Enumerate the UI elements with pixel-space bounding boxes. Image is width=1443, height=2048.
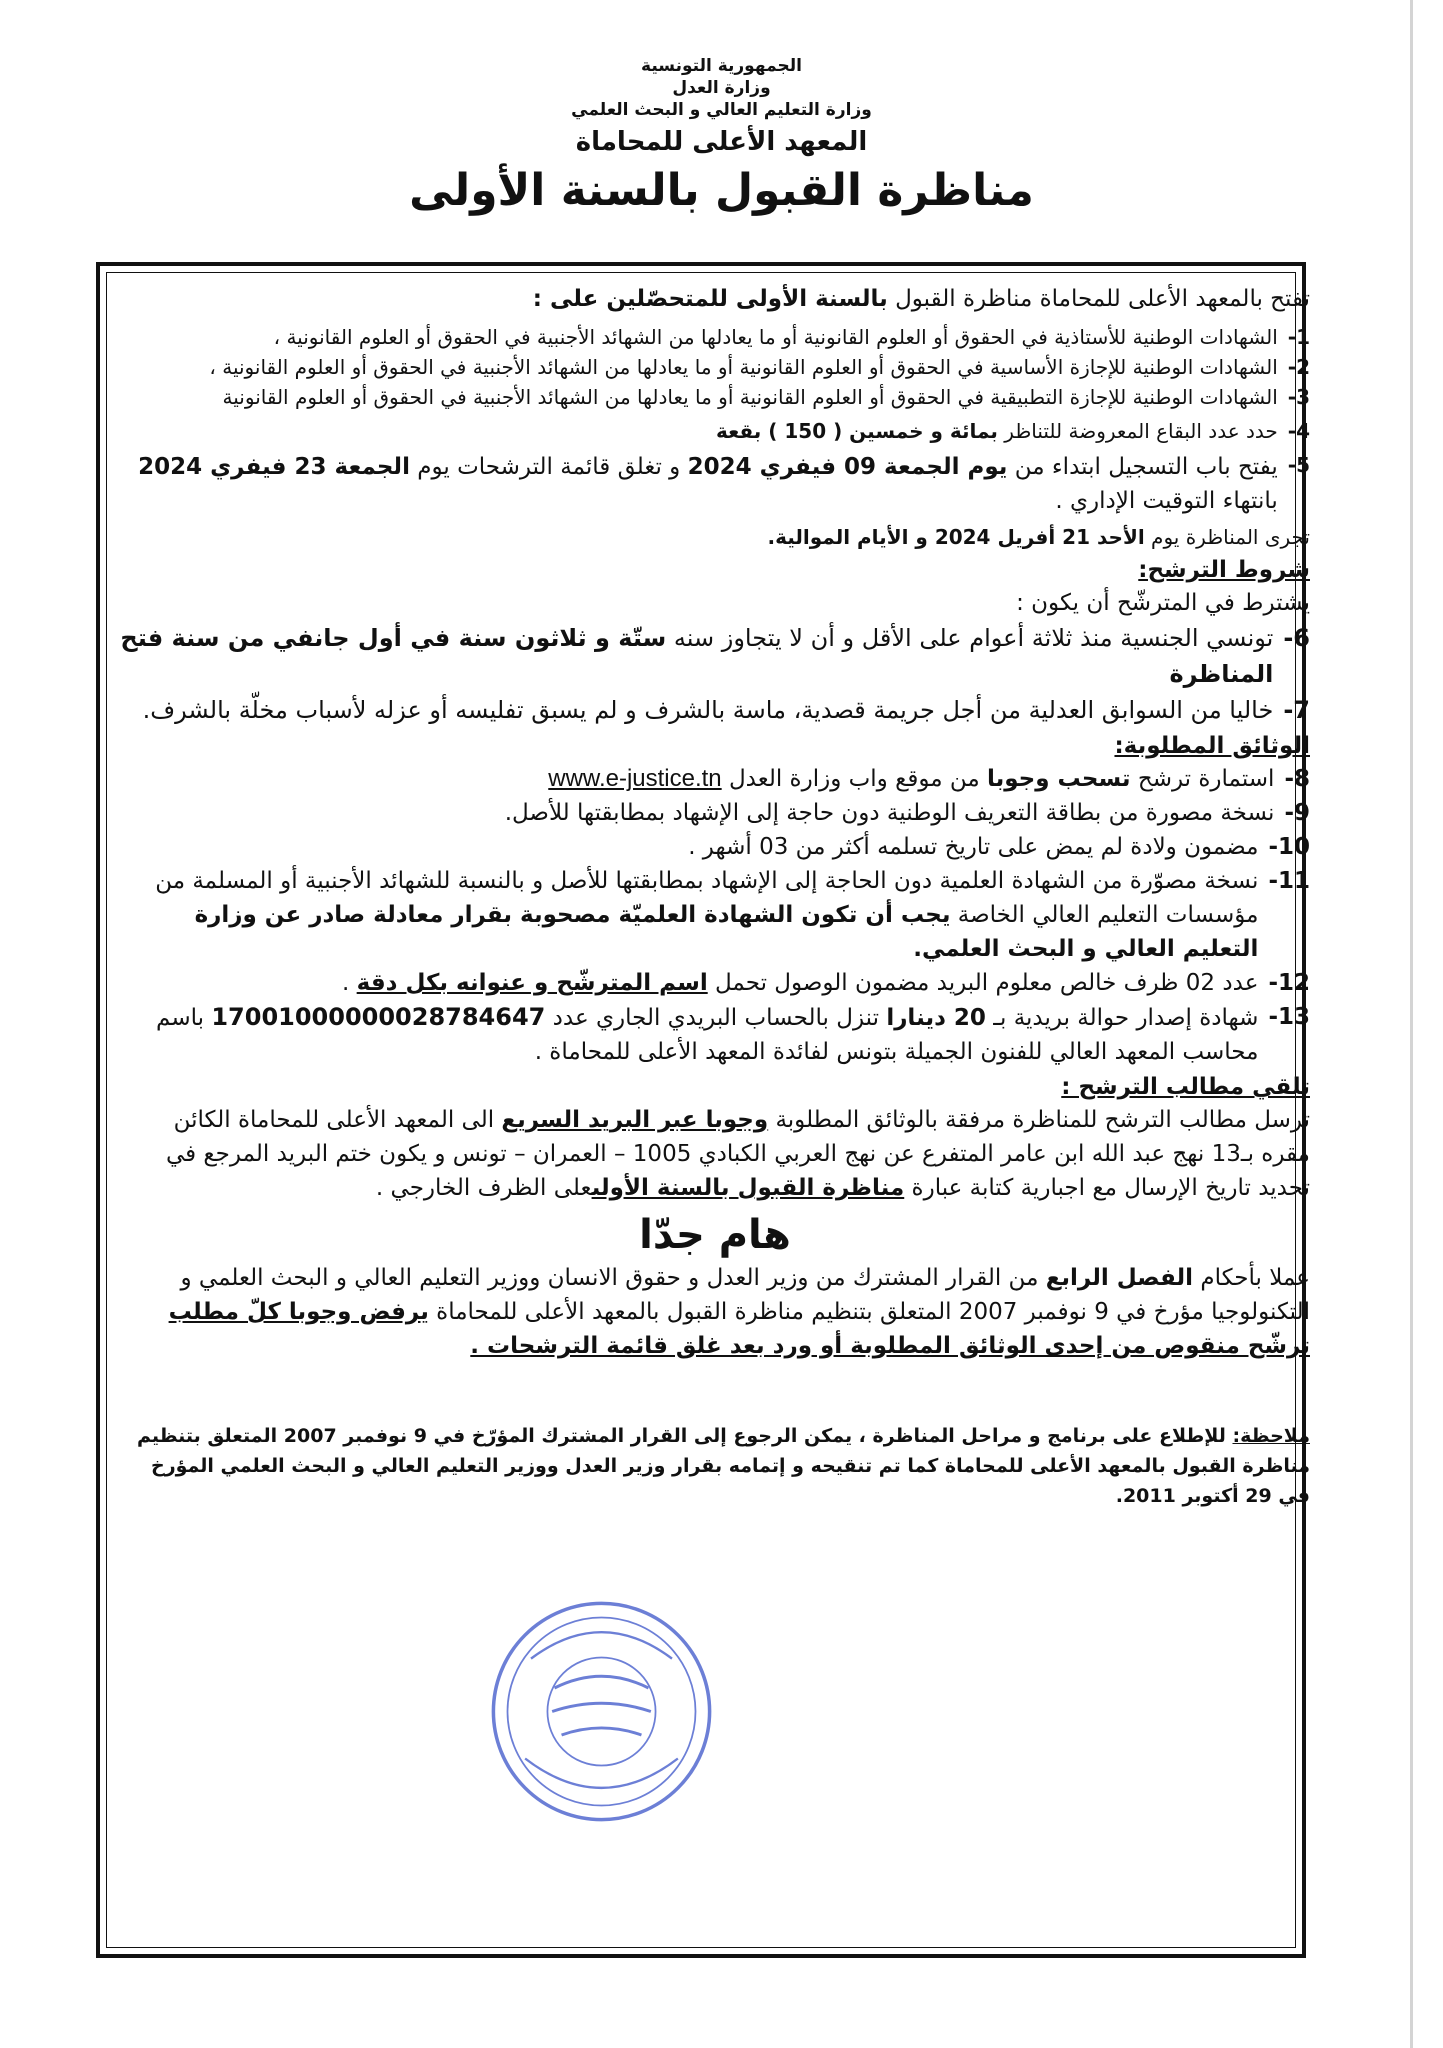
important-title: هام جدّا <box>639 1212 791 1258</box>
seats-count: بمائة و خمسين ( 150 ) بقعة <box>715 419 998 443</box>
item-5-a: يفتح باب التسجيل ابتداء من <box>1007 454 1278 480</box>
item-8-a: استمارة ترشح <box>1130 766 1275 792</box>
submission-c: الى المعهد الأعلى للمحاماة الكائن مقره بـ13 نهج عبد الله ابن عامر المتفرع عن نهج العربي الكبادي 1005 – العمران – تونس و يكون ختم البريد المرجع في تحديد تاريخ الإرسال مع اجبارية كتابة عبارة <box>165 1107 1310 1201</box>
exam-date-prefix: تجرى المناظرة يوم <box>1144 525 1310 549</box>
item-text: خاليا من السوابق العدلية من أجل جريمة قصدية، ماسة بالشرف و لم يسبق تفليسه أو عزله لأسباب مخلّة بالشرف. <box>142 696 1274 724</box>
item-number: 10- <box>1268 834 1310 860</box>
list-item-11 <box>120 864 1310 966</box>
item-number: 5- <box>1287 453 1310 477</box>
header-institution: المعهد الأعلى للمحاماة <box>575 127 868 157</box>
envelope-requirement: اسم المترشّح و عنوانه بكل دقة <box>356 970 708 996</box>
item-8-bold: تسحب وجوبا <box>986 766 1131 792</box>
registration-open-date: يوم الجمعة 09 فيفري 2024 <box>687 454 1008 480</box>
item-6-a: تونسي الجنسية منذ ثلاثة أعوام على الأقل و أن لا يتجاوز سنه <box>666 624 1274 652</box>
important-rejection: يرفض وجوبا كلّ مطلب ترشّح منقوص من إحدى الوثائق المطلوبة أو ورد بعد غلق قائمة الترشحات . <box>168 1299 1310 1359</box>
fee-amount: 20 دينارا <box>886 1005 986 1031</box>
item-text <box>120 966 1258 1000</box>
item-text: الشهادات الوطنية للأستاذية في الحقوق أو العلوم القانونية أو ما يعادلها من الشهائد الأجنبية في الحقوق أو العلوم القانونية ، <box>273 325 1278 349</box>
section-title-submission: تلقي مطالب الترشح : <box>1061 1074 1310 1100</box>
item-12-c: . <box>342 970 357 996</box>
exam-date-line <box>120 522 1310 552</box>
item-13-c: تنزل بالحساب البريدي الجاري عدد <box>552 1005 887 1031</box>
item-number: 1- <box>1287 325 1310 349</box>
item-number: 9- <box>1284 800 1310 826</box>
list-item-9 <box>120 796 1310 830</box>
list-item-3 <box>120 382 1310 412</box>
item-13-d: باسم محاسب المعهد العالي للفنون الجميلة بتونس لفائدة المعهد الأعلى للمحاماة . <box>156 1005 1259 1065</box>
intro-paragraph <box>120 282 1310 316</box>
item-text: مضمون ولادة لم يمض على تاريخ تسلمه أكثر من 03 أشهر . <box>688 834 1259 860</box>
list-item-13 <box>120 1000 1310 1069</box>
note-paragraph <box>120 1421 1310 1511</box>
submission-a: ترسل مطالب الترشح للمناظرة مرفقة بالوثائق المطلوبة <box>768 1107 1310 1133</box>
item-12-a: عدد 02 ظرف خالص معلوم البريد مضمون الوصول تحمل <box>707 970 1259 996</box>
item-number: 8- <box>1284 766 1310 792</box>
item-text <box>120 450 1278 518</box>
age-limit: ستّة و ثلاثون سنة في أول جانفي من سنة فتح المناظرة <box>120 624 1274 688</box>
header-ministry-higher-ed: وزارة التعليم العالي و البحث العلمي <box>571 100 872 120</box>
list-item-2 <box>120 352 1310 382</box>
section-title-conditions: شروط الترشح: <box>1138 557 1310 583</box>
submission-paragraph <box>120 1103 1310 1205</box>
item-number: 12- <box>1268 970 1310 996</box>
list-item-4 <box>120 416 1310 446</box>
intro-text: تفتح بالمعهد الأعلى للمحاماة مناظرة القبول <box>887 286 1310 312</box>
header-ministry-justice: وزارة العدل <box>672 78 771 98</box>
submission-e: على الظرف الخارجي . <box>375 1175 592 1201</box>
conditions-lead: يشترط في المترشّح أن يكون : <box>1016 590 1310 616</box>
item-text: الشهادات الوطنية للإجازة التطبيقية في الحقوق أو العلوم القانونية أو ما يعادلها من الشهائد الأجنبية في الحقوق أو العلوم القانونية <box>222 385 1278 409</box>
submission-envelope-label: مناظرة القبول بالسنة الأولى <box>591 1175 905 1201</box>
submission-express-mail: وجوبا عبر البريد السريع <box>501 1107 769 1133</box>
note-label: ملاحظة: <box>1232 1425 1310 1447</box>
equivalence-requirement: يجب أن تكون الشهادة العلميّة مصحوبة بقرار معادلة صادر عن وزارة التعليم العالي و البحث العلمي. <box>194 902 1259 962</box>
header-republic: الجمهورية التونسية <box>641 56 802 76</box>
item-8-c: من موقع واب وزارة العدل <box>721 766 987 792</box>
item-text <box>120 620 1273 692</box>
important-paragraph <box>120 1261 1310 1363</box>
page-title: مناظرة القبول بالسنة الأولى <box>409 165 1034 216</box>
item-5-c: و تغلق قائمة الترشحات يوم <box>409 454 688 480</box>
item-number: 11- <box>1268 868 1310 894</box>
section-title-documents: الوثائق المطلوبة: <box>1114 733 1310 759</box>
website-link[interactable]: www.e-justice.tn <box>548 765 722 792</box>
item-number: 4- <box>1287 419 1310 443</box>
paper-edge <box>1410 0 1413 2048</box>
item-text: نسخة مصورة من بطاقة التعريف الوطنية دون حاجة إلى الإشهاد بمطابقتها للأصل. <box>504 800 1275 826</box>
item-number: 2- <box>1287 355 1310 379</box>
item-text <box>120 1000 1258 1069</box>
item-5-e: بانتهاء التوقيت الإداري . <box>1055 488 1278 514</box>
document-body <box>120 282 1310 1511</box>
list-item-7 <box>120 692 1310 728</box>
list-item-10 <box>120 830 1310 864</box>
list-item-1 <box>120 322 1310 352</box>
item-4-text: حدد عدد البقاع المعروضة للتناظر <box>997 419 1278 443</box>
list-item-8 <box>120 762 1310 796</box>
item-text: الشهادات الوطنية للإجازة الأساسية في الحقوق أو العلوم القانونية أو ما يعادلها من الشهائد الأجنبية في الحقوق أو العلوم القانونية ، <box>209 355 1278 379</box>
list-item-5 <box>120 450 1310 518</box>
list-item-6 <box>120 620 1310 692</box>
intro-bold: بالسنة الأولى للمتحصّلين على : <box>532 286 888 312</box>
item-text <box>120 762 1274 796</box>
postal-account-number: 17001000000028784647 <box>211 1003 546 1031</box>
item-text <box>120 864 1258 966</box>
important-a: عملا بأحكام <box>1193 1265 1310 1291</box>
item-text <box>120 416 1278 446</box>
important-article: الفصل الرابع <box>1045 1265 1194 1291</box>
document-header <box>0 55 1443 219</box>
item-number: 7- <box>1283 696 1310 724</box>
item-number: 13- <box>1268 1004 1310 1030</box>
list-item-12 <box>120 966 1310 1000</box>
registration-close-date: الجمعة 23 فيفري 2024 <box>138 454 410 480</box>
note-text: للإطلاع على برنامج و مراحل المناظرة ، يمكن الرجوع إلى القرار المشترك المؤرّخ في 9 نوفمبر 2007 المتعلق بتنظيم مناظرة القبول بالمعهد الأعلى للمحاماة كما تم تنقيحه و إتمامه بقرار وزير العدل ووزير التعليم العالي و البحث العلمي المؤرخ في 29 أكتوبر 2011. <box>136 1425 1310 1507</box>
item-number: 6- <box>1283 624 1310 652</box>
item-11-a: نسخة مصوّرة من الشهادة العلمية دون الحاجة إلى الإشهاد بمطابقتها للأصل و بالنسبة للشهائد الأجنبية أو المسلمة من مؤسسات التعليم العالي الخاصة <box>155 868 1259 928</box>
exam-date-value: الأحد 21 أفريل 2024 و الأيام الموالية. <box>767 525 1145 549</box>
item-number: 3- <box>1287 385 1310 409</box>
item-13-a: شهادة إصدار حوالة بريدية بـ <box>985 1005 1259 1031</box>
important-c: من القرار المشترك من وزير العدل و حقوق الانسان ووزير التعليم العالي و البحث العلمي و التكنولوجيا مؤرخ في 9 نوفمبر 2007 المتعلق بتنظيم مناظرة القبول بالمعهد الأعلى للمحاماة <box>180 1265 1310 1325</box>
